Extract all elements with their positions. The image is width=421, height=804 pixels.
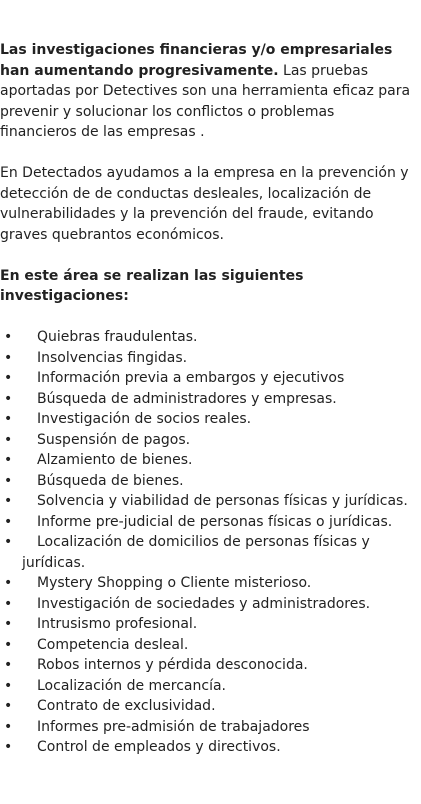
bullet-icon: • <box>4 431 13 448</box>
prevention-paragraph: En Detectados ayudamos a la empresa en la prevención y detección de de conductas desleales, localización de vulnerabilidades y la prevención del fraude, evitando graves quebrantos económicos. <box>0 165 409 243</box>
bullet-icon: • <box>4 390 13 407</box>
bullet-icon: • <box>4 472 13 489</box>
bullet-icon: • <box>4 616 13 632</box>
bullet-icon: • <box>4 370 13 386</box>
bullet-icon: • <box>4 657 13 673</box>
list-item: • Contrato de exclusividad. <box>0 696 415 717</box>
list-item: • Quiebras fraudulentas. <box>0 327 415 348</box>
list-item: • Competencia desleal. <box>0 635 415 656</box>
list-item: • Investigación de socios reales. <box>0 409 415 430</box>
list-item: • Búsqueda de bienes. <box>0 471 415 492</box>
bullet-icon: • <box>4 575 13 591</box>
bullet-icon: • <box>4 329 13 345</box>
bullet-icon: • <box>4 452 13 468</box>
bullet-icon: • <box>4 718 13 735</box>
list-heading: En este área se realizan las siguientes investigaciones: <box>0 267 304 304</box>
list-item: • Informes pre-admisión de trabajadores <box>0 717 415 738</box>
list-item: • Localización de domicilios de personas físicas y jurídicas. <box>4 534 370 571</box>
bullet-icon: • <box>4 493 13 509</box>
bullet-icon: • <box>4 534 13 550</box>
list-item: • Alzamiento de bienes. <box>0 450 415 471</box>
intro-bold-lead: Las investigaciones financieras y/o empresariales han aumentando progresivamente. <box>0 42 393 79</box>
list-item: • Localización de mercancía. <box>0 676 415 697</box>
list-item: • Suspensión de pagos. <box>0 430 415 451</box>
list-item: • Control de empleados y directivos. <box>0 737 415 758</box>
list-item: • Insolvencias fingidas. <box>0 348 415 369</box>
bullet-icon: • <box>4 513 13 530</box>
bullet-icon: • <box>4 739 13 755</box>
list-item: • Investigación de sociedades y administradores. <box>0 594 415 615</box>
bullet-icon: • <box>4 595 13 612</box>
list-item: • Informe pre-judicial de personas físicas o jurídicas. <box>0 512 415 533</box>
list-item: • Robos internos y pérdida desconocida. <box>0 655 415 676</box>
list-item: • Búsqueda de administradores y empresas. <box>0 389 415 410</box>
article-content <box>0 40 415 758</box>
list-item: • Solvencia y viabilidad de personas físicas y jurídicas. <box>0 491 415 512</box>
bullet-icon: • <box>4 349 13 366</box>
intro-paragraph <box>0 40 415 143</box>
intro-rest: Las pruebas aportadas por Detectives son una herramienta eficaz para prevenir y solucionar los conflictos o problemas financieros de las empresas . <box>0 62 411 140</box>
bullet-icon: • <box>4 698 13 714</box>
list-item: • Información previa a embargos y ejecutivos <box>0 368 415 389</box>
investigations-list <box>0 327 415 758</box>
list-item: • Mystery Shopping o Cliente misterioso. <box>0 573 415 594</box>
bullet-icon: • <box>4 411 13 427</box>
bullet-icon: • <box>4 677 13 694</box>
list-item: • Intrusismo profesional. <box>0 614 415 635</box>
bullet-icon: • <box>4 636 13 653</box>
